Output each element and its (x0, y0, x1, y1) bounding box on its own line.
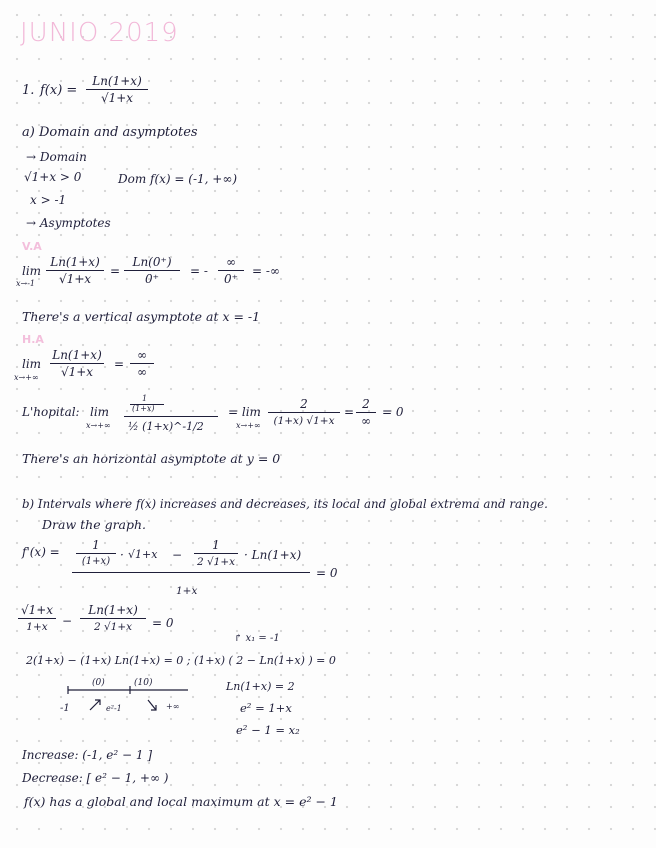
derivative-result: = 0 (316, 566, 338, 580)
va-fraction-2: Ln(0⁺) 0⁺ (124, 255, 180, 286)
va-eq-2: = - (190, 264, 208, 278)
va-result: = -∞ (252, 264, 280, 278)
derivative-term-1: 1 (1+x) (76, 538, 116, 569)
axis-middle: e²-1 (106, 704, 122, 713)
sign-chart (64, 684, 194, 718)
step2-fraction-1: √1+x 1+x (18, 603, 56, 634)
ha-eq: = (114, 357, 125, 371)
va-conclusion: There's a vertical asymptote at x = -1 (22, 309, 261, 324)
lhopital-eq-2: = (344, 405, 355, 419)
va-fraction-1: Ln(1+x) √1+x (46, 255, 104, 286)
lhopital-lim-sub-2: x→+∞ (236, 421, 261, 430)
increase-interval: Increase: (-1, e² − 1 ] (22, 748, 153, 762)
axis-left: -1 (60, 703, 70, 714)
lhopital-fraction-3: 2 ∞ (356, 397, 376, 428)
lhopital-num-b: (1+x) (132, 404, 155, 413)
va-lim: lim (22, 264, 42, 278)
page-title: JUNIO 2019 (20, 18, 179, 48)
lhopital-label: L'hopital: (22, 405, 80, 419)
lhopital-num-a: 1 (142, 394, 148, 403)
lhopital-inner-bar (130, 404, 164, 405)
function-numerator: Ln(1+x) (92, 74, 142, 88)
derivative-minus: − (172, 548, 183, 562)
derivative-term-3: 1 2 √1+x (194, 538, 238, 569)
part-b-heading-2: Draw the graph. (42, 517, 147, 532)
ha-label: H.A (22, 333, 44, 346)
ha-lim-sub: x→+∞ (14, 373, 39, 382)
lhopital-main-bar (124, 416, 218, 417)
va-fraction-3: ∞ 0⁺ (218, 255, 244, 286)
decrease-arrow-icon (148, 700, 156, 710)
ha-conclusion: There's an horizontal asymptote at y = 0 (22, 451, 281, 466)
sign-right-test: (10) (134, 678, 153, 688)
step2-result: = 0 (152, 616, 174, 630)
problem-number: 1. (22, 83, 35, 98)
increase-arrow-icon (90, 700, 100, 710)
sign-left-test: (0) (92, 678, 105, 688)
lhopital-lim: lim (90, 405, 110, 419)
function-denominator: √1+x (100, 91, 134, 105)
ha-fraction-2: ∞ ∞ (130, 348, 154, 379)
function-lhs: f(x) = (40, 83, 78, 98)
equation-4: Ln(1+x) = 2 (226, 680, 295, 693)
part-a-heading: a) Domain and asymptotes (22, 125, 198, 140)
derivative-term-4: · Ln(1+x) (244, 548, 302, 562)
va-lim-sub: x→-1 (16, 279, 36, 288)
derivative-dot: · (120, 548, 124, 562)
domain-inequality: √1+x > 0 (24, 170, 82, 184)
conclusion: f(x) has a global and local maximum at x = e² − 1 (24, 794, 338, 809)
derivative-lhs: f'(x) = (22, 545, 60, 559)
derivative-main-bar (72, 572, 310, 573)
asymptotes-label: → Asymptotes (26, 216, 111, 230)
lhopital-eq-lim: = lim (228, 405, 261, 419)
axis-right: +∞ (166, 702, 180, 711)
ha-lim: lim (22, 357, 42, 371)
domain-result: Dom f(x) = (-1, +∞) (118, 172, 238, 186)
equation-6: e² − 1 = x₂ (236, 723, 300, 737)
step2-minus: − (62, 614, 73, 628)
equation-3: 2(1+x) − (1+x) Ln(1+x) = 0 ; (1+x) ( 2 − Ln(1+x) ) = 0 (26, 654, 336, 667)
lhopital-fraction-2: 2 (1+x) √1+x (268, 397, 340, 428)
domain-label: → Domain (26, 150, 87, 164)
lhopital-den: ½ (1+x)^-1/2 (128, 420, 204, 433)
function-fraction (86, 74, 148, 105)
ha-fraction-1: Ln(1+x) √1+x (50, 348, 104, 379)
derivative-denominator: 1+x (176, 585, 198, 597)
part-b-heading: b) Intervals where f(x) increases and decreases, its local and global extrema and range. (22, 497, 548, 511)
domain-x: x > -1 (30, 193, 67, 207)
equation-5: e² = 1+x (240, 701, 292, 715)
derivative-term-2: √1+x (128, 548, 158, 561)
va-label: V.A (22, 240, 42, 253)
decrease-interval: Decrease: [ e² − 1, +∞ ) (22, 771, 169, 785)
lhopital-result: = 0 (382, 405, 404, 419)
va-eq-1: = (110, 264, 121, 278)
lhopital-lim-sub: x→+∞ (86, 421, 111, 430)
root-x1: ↱ x₁ = -1 (234, 633, 280, 644)
step2-fraction-2: Ln(1+x) 2 √1+x (80, 603, 146, 634)
